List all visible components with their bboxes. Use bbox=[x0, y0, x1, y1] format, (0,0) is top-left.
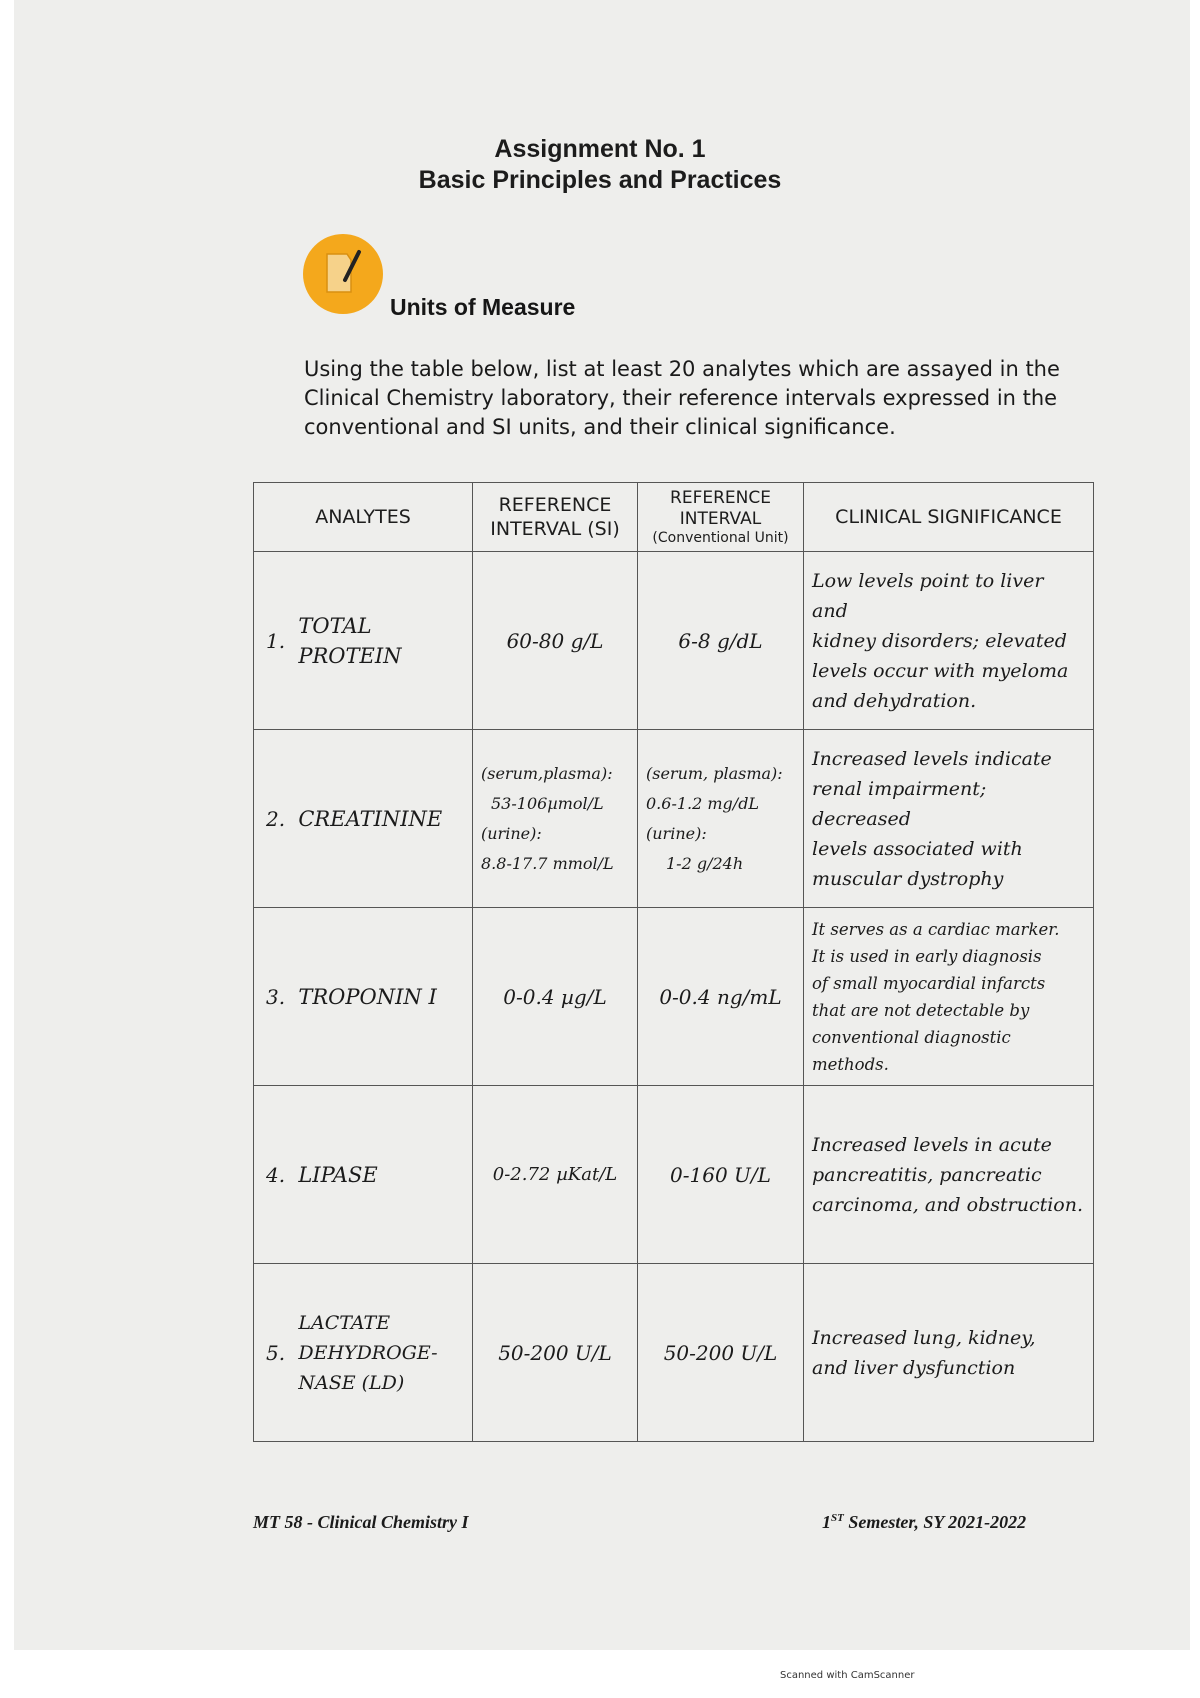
significance-line: kidney disorders; elevated bbox=[812, 629, 1067, 652]
conv-interval-line: (urine): bbox=[646, 823, 707, 843]
significance-line: muscular dystrophy bbox=[812, 867, 1004, 890]
course-footer: MT 58 - Clinical Chemistry I bbox=[253, 1512, 469, 1532]
table-row bbox=[254, 730, 1094, 908]
row-number: 2. bbox=[266, 807, 286, 832]
semester-suffix: ST bbox=[831, 1512, 844, 1524]
header-conv-line: INTERVAL bbox=[679, 509, 762, 529]
analyte-name-line: DEHYDROGE- bbox=[298, 1341, 438, 1364]
section-title: Units of Measure bbox=[390, 294, 576, 320]
conv-interval-line: 1-2 g/24h bbox=[666, 853, 744, 873]
si-interval-cell: 60-80 g/L bbox=[473, 552, 638, 730]
conventional-interval-cell: 0-0.4 ng/mL bbox=[638, 908, 804, 1086]
header-si-line: REFERENCE bbox=[498, 494, 612, 516]
header-si-interval bbox=[473, 483, 638, 552]
significance-line: and liver dysfunction bbox=[812, 1356, 1016, 1379]
semester-number: 1 bbox=[822, 1512, 831, 1532]
significance-line: It serves as a cardiac marker. bbox=[812, 919, 1060, 939]
row-number: 1. bbox=[266, 628, 286, 653]
analyte-name bbox=[298, 1308, 437, 1398]
si-interval-cell bbox=[473, 730, 638, 908]
scanner-watermark: Scanned with CamScanner bbox=[780, 1670, 915, 1681]
clinical-significance-cell bbox=[804, 552, 1094, 730]
analyte-cell bbox=[254, 552, 473, 730]
significance-line: carcinoma, and obstruction. bbox=[812, 1193, 1084, 1216]
si-interval-line: 53-106µmol/L bbox=[491, 793, 604, 813]
analyte-name bbox=[298, 611, 401, 671]
analyte-name-line: PROTEIN bbox=[298, 643, 402, 668]
si-interval-cell: 0-2.72 µKat/L bbox=[473, 1086, 638, 1264]
instructions bbox=[304, 355, 1084, 442]
analyte-name: CREATININE bbox=[298, 807, 443, 832]
instructions-line: conventional and SI units, and their clinical significance. bbox=[304, 415, 896, 439]
clinical-significance-cell bbox=[804, 908, 1094, 1086]
instructions-line: Clinical Chemistry laboratory, their reference intervals expressed in the bbox=[304, 386, 1058, 410]
header-analytes: ANALYTES bbox=[254, 483, 473, 552]
header-conv-line: REFERENCE bbox=[670, 488, 771, 508]
analytes-table bbox=[253, 482, 1094, 1442]
clinical-significance-cell bbox=[804, 1086, 1094, 1264]
conventional-interval-cell: 6-8 g/dL bbox=[638, 552, 804, 730]
analyte-cell bbox=[254, 1086, 473, 1264]
significance-line: Increased levels in acute bbox=[812, 1133, 1052, 1156]
semester-text: Semester, SY 2021-2022 bbox=[843, 1512, 1027, 1532]
clinical-significance-cell bbox=[804, 1264, 1094, 1442]
analyte-cell bbox=[254, 1264, 473, 1442]
table-header-row bbox=[254, 483, 1094, 552]
significance-line: and dehydration. bbox=[812, 689, 977, 712]
notebook-pencil-icon bbox=[303, 234, 383, 314]
significance-line: renal impairment; decreased bbox=[812, 777, 987, 830]
conv-interval-line: 0.6-1.2 mg/dL bbox=[646, 793, 760, 813]
header-clinical-significance: CLINICAL SIGNIFICANCE bbox=[804, 483, 1094, 552]
header-conv-unit: (Conventional Unit) bbox=[652, 530, 789, 546]
si-interval-cell: 0-0.4 µg/L bbox=[473, 908, 638, 1086]
header-conventional-interval bbox=[638, 483, 804, 552]
significance-line: Low levels point to liver and bbox=[812, 569, 1044, 622]
assignment-title: Assignment No. 1 bbox=[494, 135, 706, 163]
instructions-line: Using the table below, list at least 20 analytes which are assayed in the bbox=[304, 357, 1060, 381]
row-number: 5. bbox=[266, 1340, 286, 1365]
table-row bbox=[254, 1086, 1094, 1264]
significance-line: levels occur with myeloma bbox=[812, 659, 1069, 682]
clinical-significance-cell bbox=[804, 730, 1094, 908]
analyte-name: TROPONIN I bbox=[298, 985, 437, 1010]
conventional-interval-cell: 50-200 U/L bbox=[638, 1264, 804, 1442]
table-row bbox=[254, 552, 1094, 730]
row-number: 4. bbox=[266, 1163, 286, 1188]
significance-line: Increased levels indicate bbox=[812, 747, 1052, 770]
semester-footer bbox=[822, 1512, 1026, 1533]
significance-line: that are not detectable by bbox=[812, 1000, 1030, 1020]
significance-line: of small myocardial infarcts bbox=[812, 973, 1046, 993]
si-interval-line: (serum,plasma): bbox=[481, 763, 613, 783]
analyte-name-line: TOTAL bbox=[298, 613, 372, 638]
significance-line: levels associated with bbox=[812, 837, 1023, 860]
conv-interval-line: (serum, plasma): bbox=[646, 763, 783, 783]
significance-line: pancreatitis, pancreatic bbox=[812, 1163, 1042, 1186]
analyte-name: LIPASE bbox=[298, 1163, 378, 1188]
si-interval-line: (urine): bbox=[481, 823, 542, 843]
conventional-interval-cell: 0-160 U/L bbox=[638, 1086, 804, 1264]
row-number: 3. bbox=[266, 985, 286, 1010]
header-si-line: INTERVAL (SI) bbox=[490, 518, 620, 540]
si-interval-cell: 50-200 U/L bbox=[473, 1264, 638, 1442]
analyte-name-line: LACTATE bbox=[298, 1311, 391, 1334]
table-row bbox=[254, 908, 1094, 1086]
significance-line: It is used in early diagnosis bbox=[812, 946, 1042, 966]
analyte-cell bbox=[254, 908, 473, 1086]
analyte-name-line: NASE (LD) bbox=[298, 1371, 405, 1394]
analyte-cell bbox=[254, 730, 473, 908]
significance-line: Increased lung, kidney, bbox=[812, 1326, 1036, 1349]
significance-line: conventional diagnostic methods. bbox=[812, 1027, 1011, 1074]
conventional-interval-cell bbox=[638, 730, 804, 908]
si-interval-line: 8.8-17.7 mmol/L bbox=[481, 853, 614, 873]
table-row bbox=[254, 1264, 1094, 1442]
assignment-subtitle: Basic Principles and Practices bbox=[418, 166, 782, 194]
